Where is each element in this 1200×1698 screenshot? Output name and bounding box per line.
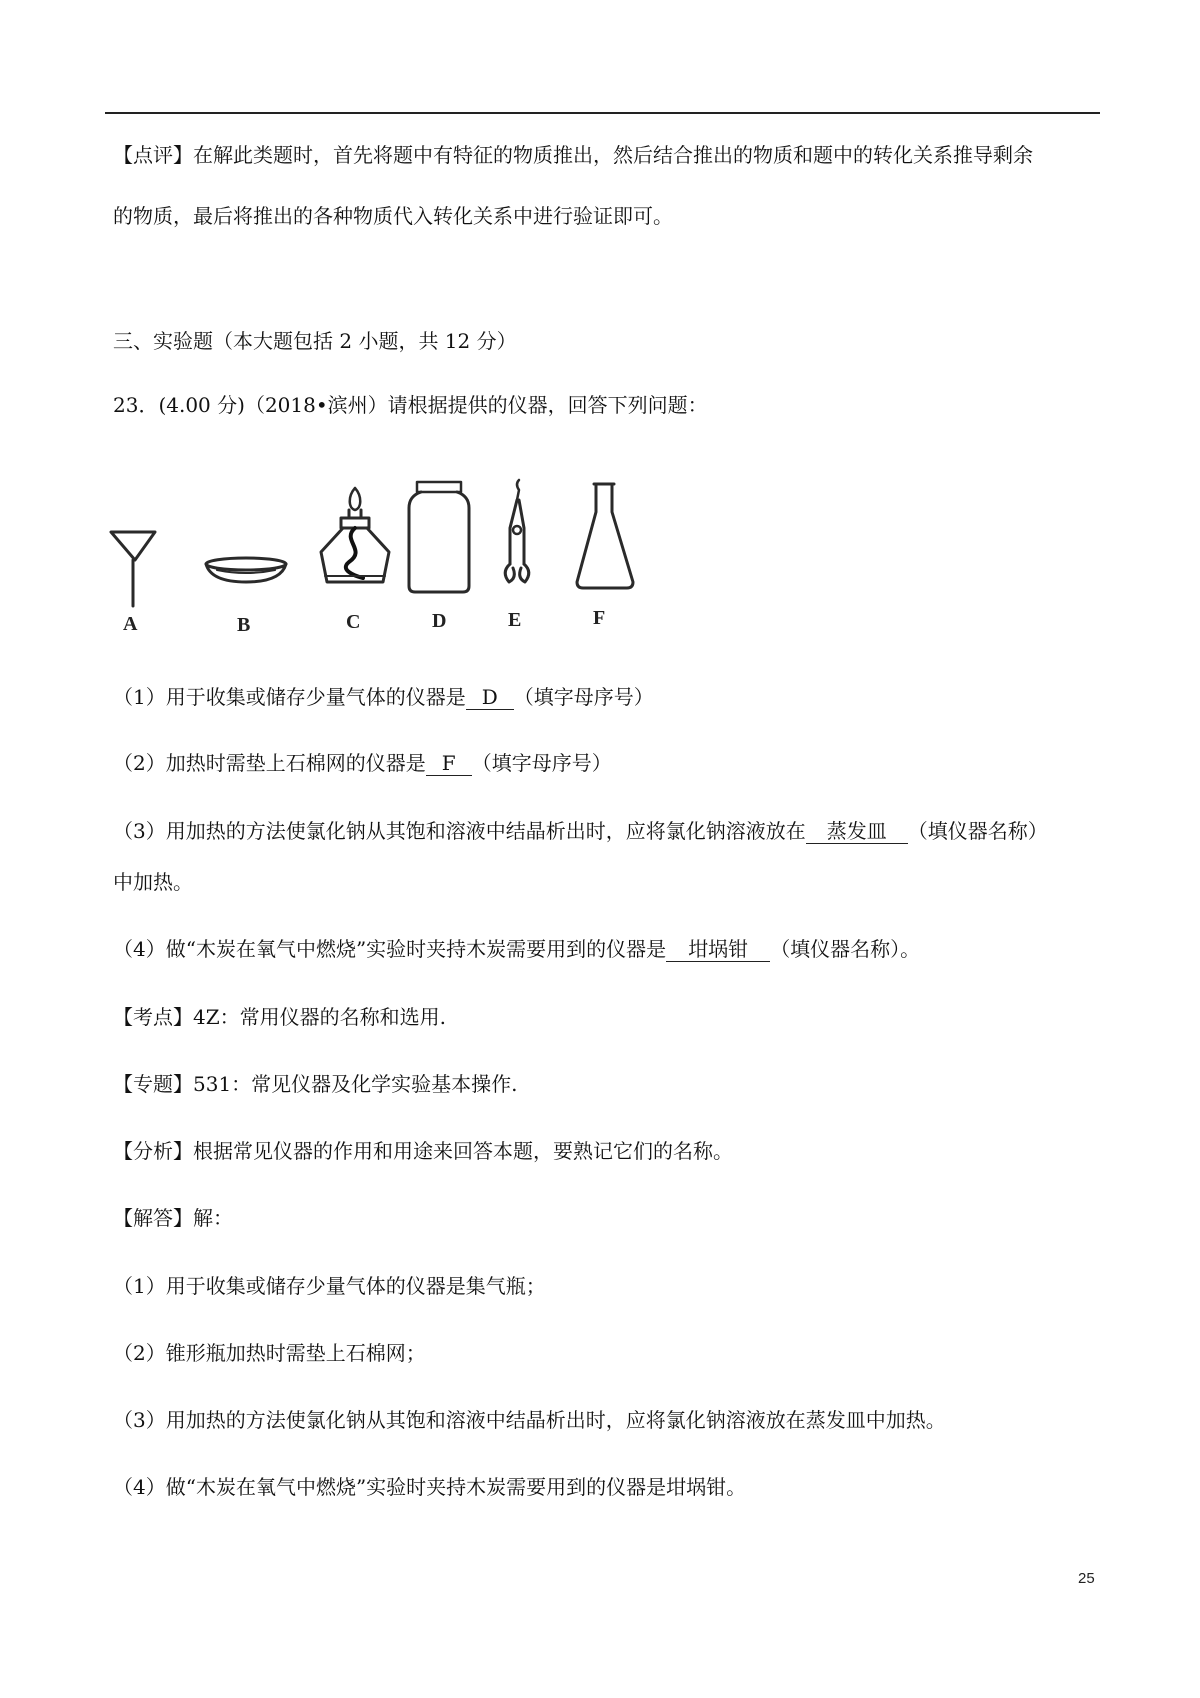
funnel-icon xyxy=(111,532,155,606)
comment-line-1: 【点评】在解此类题时，首先将题中有特征的物质推出，然后结合推出的物质和题中的转化关系推导剩余 xyxy=(113,143,1033,167)
question-4 xyxy=(113,935,920,963)
question-1 xyxy=(113,683,654,711)
figure-label-c: C xyxy=(346,611,361,633)
jieda-line: 【解答】解： xyxy=(113,1206,233,1230)
answer-blank-2: F xyxy=(426,751,472,776)
answer-blank-4: 坩埚钳 xyxy=(666,937,770,962)
question-4-hint: （填仪器名称）。 xyxy=(770,937,921,961)
question-3-text: （3）用加热的方法使氯化钠从其饱和溶液中结晶析出时，应将氯化钠溶液放在 xyxy=(113,819,806,843)
kaodian-line: 【考点】4Z：常用仪器的名称和选用. xyxy=(113,1005,446,1029)
question-3-continuation: 中加热。 xyxy=(113,870,193,894)
question-3 xyxy=(113,817,1048,845)
question-stem: 23．(4.00 分)（2018•滨州）请根据提供的仪器，回答下列问题： xyxy=(113,393,708,417)
answer-blank-3: 蒸发皿 xyxy=(806,819,908,844)
answer-line-3: （3）用加热的方法使氯化钠从其饱和溶液中结晶析出时，应将氯化钠溶液放在蒸发皿中加热。 xyxy=(113,1408,946,1432)
answer-line-4: （4）做“木炭在氧气中燃烧”实验时夹持木炭需要用到的仪器是坩埚钳。 xyxy=(113,1475,747,1499)
zhuanti-line: 【专题】531：常见仪器及化学实验基本操作. xyxy=(113,1072,518,1096)
figure-label-a: A xyxy=(123,613,138,635)
question-1-hint: （填字母序号） xyxy=(513,685,654,709)
question-4-text: （4）做“木炭在氧气中燃烧”实验时夹持木炭需要用到的仪器是 xyxy=(113,937,667,961)
gas-bottle-icon xyxy=(409,482,469,592)
header-rule xyxy=(105,112,1100,114)
section-title: 三、实验题（本大题包括 2 小题，共 12 分） xyxy=(113,329,517,353)
figure-label-f: F xyxy=(593,607,606,629)
question-1-text: （1）用于收集或储存少量气体的仪器是 xyxy=(113,685,466,709)
question-3-hint: （填仪器名称） xyxy=(907,819,1048,843)
figure-label-e: E xyxy=(508,609,522,631)
question-2-text: （2）加热时需垫上石棉网的仪器是 xyxy=(113,751,426,775)
question-2-hint: （填字母序号） xyxy=(471,751,612,775)
evaporating-dish-icon xyxy=(206,558,286,582)
answer-blank-1: D xyxy=(466,685,514,710)
crucible-tongs-icon xyxy=(505,480,529,582)
answer-line-1: （1）用于收集或储存少量气体的仪器是集气瓶； xyxy=(113,1274,546,1298)
comment-line-2: 的物质，最后将推出的各种物质代入转化关系中进行验证即可。 xyxy=(113,204,673,228)
conical-flask-icon xyxy=(577,484,633,588)
apparatus-figure xyxy=(105,478,705,638)
figure-label-d: D xyxy=(432,610,447,632)
question-2 xyxy=(113,749,612,777)
fenxi-line: 【分析】根据常见仪器的作用和用途来回答本题，要熟记它们的名称。 xyxy=(113,1139,733,1163)
figure-label-b: B xyxy=(237,614,251,636)
alcohol-lamp-icon xyxy=(321,488,389,582)
answer-line-2: （2）锥形瓶加热时需垫上石棉网； xyxy=(113,1341,426,1365)
page-number: 25 xyxy=(1078,1570,1095,1587)
